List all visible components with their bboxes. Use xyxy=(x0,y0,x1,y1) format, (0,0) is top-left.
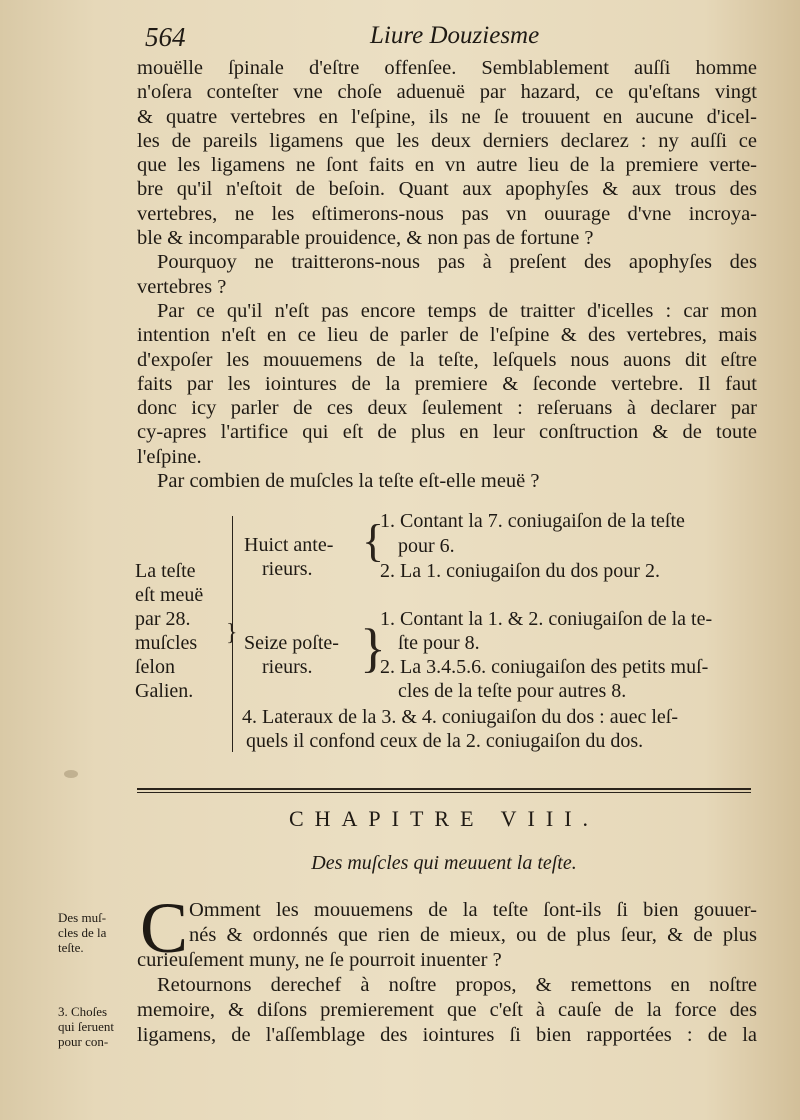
text-line: mouëlle ſpinale d'eſtre offenſee. Semblablement auſſi homme xyxy=(137,57,757,79)
question-paragraph xyxy=(137,469,757,493)
table-item-4: 4. Lateraux de la 3. & 4. coniugaiſon du dos : auec leſ- xyxy=(242,706,678,728)
margin-note-line: Des muſ- xyxy=(58,910,107,925)
text-line: curieuſement muny, ne ſe pourroit inuenter ? xyxy=(137,949,502,971)
margin-note-line: qui ſeruent xyxy=(58,1019,114,1034)
text-line: ble & incomparable prouidence, & non pas de fortune ? xyxy=(137,227,594,250)
page-number: 564 xyxy=(145,22,186,52)
group2-item: ſte pour 8. xyxy=(398,632,480,654)
chapter-rule xyxy=(137,788,751,790)
table-left-label: muſcles xyxy=(135,632,198,654)
table-left-label: par 28. xyxy=(135,608,191,630)
group2-item: 2. La 3.4.5.6. coniugaiſon des petits muſ- xyxy=(380,656,709,678)
text-line: Pourquoy ne traitterons-nous pas à preſent des apophyſes des xyxy=(157,251,757,274)
question-paragraph xyxy=(137,250,757,299)
chapter-body xyxy=(137,888,757,1048)
margin-note-line: teſte. xyxy=(58,940,84,955)
text-line: donc icy parler de ces deux ſeulement : reſeruans à declarer par xyxy=(137,397,757,420)
running-head: Liure Douziesme xyxy=(370,22,540,49)
text-line: Omment les mouuemens de la teſte ſont-ils ſi bien gouuer- xyxy=(189,899,757,921)
text-line: intention n'eſt en ce lieu de parler de l'eſpine & des vertebres, mais xyxy=(137,324,757,347)
group2-label: Seize poſte- xyxy=(244,632,339,654)
text-line: ligamens, de l'aſſemblage des iointures ſi bien rapportées : de la xyxy=(137,1024,757,1046)
text-line: n'oſera conteſter vne choſe aduenuë par hazard, ce qu'eſtans vingt xyxy=(137,81,757,104)
text-line: faits par les iointures de la premiere & ſeconde vertebre. Il faut xyxy=(137,372,757,395)
table-left-label: ſelon xyxy=(135,656,175,678)
group2-item: 1. Contant la 1. & 2. coniugaiſon de la te- xyxy=(380,608,713,630)
group1-item: 2. La 1. coniugaiſon du dos pour 2. xyxy=(380,560,660,582)
table-left-label: eſt meuë xyxy=(135,584,204,606)
text-line: vertebres ? xyxy=(137,275,227,298)
margin-note xyxy=(58,910,130,955)
margin-note xyxy=(58,1004,130,1049)
margin-note-line: pour con- xyxy=(58,1034,109,1049)
group1-item: 1. Contant la 7. coniugaiſon de la teſte xyxy=(380,510,685,532)
answer-paragraph xyxy=(137,299,757,469)
text-line: l'eſpine. xyxy=(137,445,202,468)
text-line: cy-apres l'artifice qui eſt de plus en leur conſtruction & de toute xyxy=(137,421,757,444)
drop-cap: C xyxy=(140,888,189,968)
text-line: bre qu'il n'eſtoit de beſoin. Quant aux apophyſes & aux trous des xyxy=(137,178,757,201)
table-item-4: quels il confond ceux de la 2. coniugaiſon du dos. xyxy=(246,730,644,752)
text-line: nés & ordonnés que rien de mieux, ou de plus ſeur, & de plus xyxy=(189,924,757,946)
text-line: d'expoſer les mouuemens de la teſte, leſquels nous auons dit eſtre xyxy=(137,348,757,371)
body-text xyxy=(137,56,757,493)
text-line: les de pareils ligamens que les deux derniers declarez : ny auſſi ce xyxy=(137,129,757,152)
group2-item: cles de la teſte pour autres 8. xyxy=(398,680,627,702)
text-line: memoire, & diſons premierement que c'eſt à cauſe de la force des xyxy=(137,999,757,1021)
muscle-table xyxy=(130,508,770,768)
group1-label: Huict ante- xyxy=(244,534,334,556)
text-line: Retournons derechef à noſtre propos, & remettons en noſtre xyxy=(157,974,757,996)
table-left-label: La teſte xyxy=(135,560,196,582)
text-line: Par combien de muſcles la teſte eſt-elle meuë ? xyxy=(157,470,540,493)
brace-mark: } xyxy=(226,620,238,646)
chapter-title: CHAPITRE VIII. xyxy=(288,806,600,831)
ink-smudge xyxy=(64,770,78,778)
group1-item: pour 6. xyxy=(398,535,455,557)
group1-label: rieurs. xyxy=(262,558,313,580)
text-line: Par ce qu'il n'eſt pas encore temps de traitter d'icelles : car mon xyxy=(157,299,757,322)
margin-note-line: 3. Choſes xyxy=(58,1004,108,1019)
page-header xyxy=(145,22,745,58)
chapter-rule xyxy=(137,792,751,793)
text-line: que les ligamens ne ſont faits en vn autre lieu de la premiere verte- xyxy=(137,154,757,177)
group1-brace: { xyxy=(362,515,385,566)
text-line: & quatre vertebres en l'eſpine, ils ne ſe trouuent en aucune d'icel- xyxy=(137,105,757,128)
paragraph xyxy=(137,56,757,250)
group2-brace: } xyxy=(360,618,386,678)
chapter-subtitle: Des muſcles qui meuuent la teſte. xyxy=(311,852,577,874)
table-left-label: Galien. xyxy=(135,680,194,702)
group2-label: rieurs. xyxy=(262,656,313,678)
margin-note-line: cles de la xyxy=(58,925,107,940)
text-line: vertebres, ne les eſtimerons-nous pas vn ouurage d'vne incroya- xyxy=(137,202,757,225)
